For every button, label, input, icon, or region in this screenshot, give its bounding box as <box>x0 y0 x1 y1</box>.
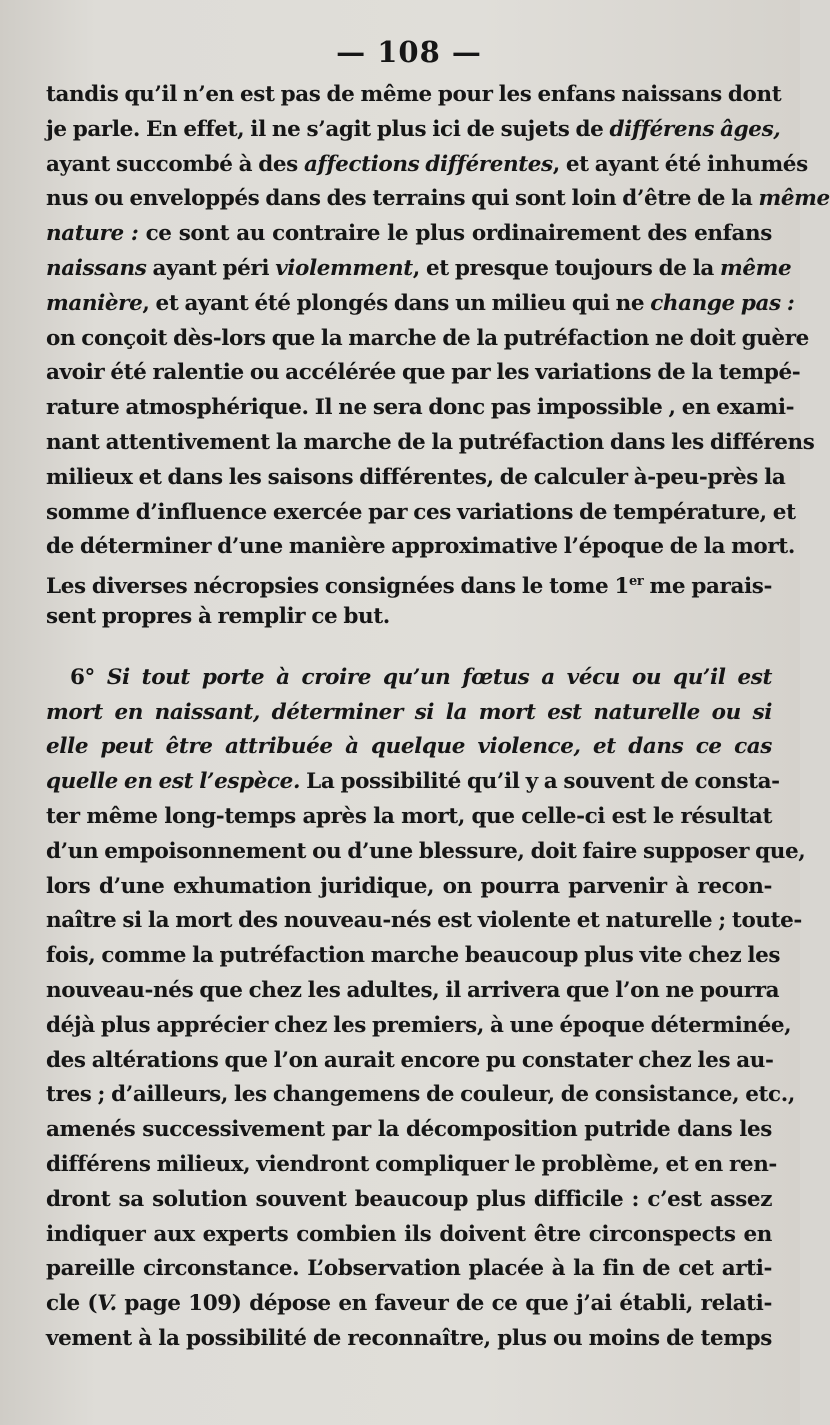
text-segment: , et ayant été inhumés <box>552 151 808 177</box>
text-segment: lors d’une exhumation juridique, on pourra parvenir à recon- <box>46 873 772 899</box>
text-line <box>46 1009 792 1044</box>
italic-text: Si tout porte à croire qu’un fœtus a vécu ou qu’il est <box>106 664 772 690</box>
italic-text: même <box>719 255 792 281</box>
italic-text: V. <box>97 1291 117 1317</box>
text-line <box>46 600 772 635</box>
italic-text: nature : <box>46 221 139 247</box>
text-segment: des altérations que l’on aurait encore pu constater chez les au- <box>46 1047 774 1073</box>
text-segment: ayant péri <box>146 255 276 281</box>
text-segment: pareille circonstance. L’observation placée à la fin de cet arti- <box>46 1256 772 1282</box>
text-line <box>46 356 801 391</box>
page-number: — 108 — <box>336 35 482 69</box>
text-segment: sent propres à remplir ce but. <box>46 603 390 629</box>
italic-text: différens âges, <box>609 116 781 142</box>
text-segment: milieux et dans les saisons différentes, de calculer à-peu-près la <box>46 464 786 490</box>
text-segment: fois, comme la putréfaction marche beaucoup plus vite chez les <box>46 943 781 969</box>
text-segment: vement à la possibilité de reconnaître, plus ou moins de temps <box>46 1325 772 1351</box>
italic-text: naissans <box>46 255 147 281</box>
text-line <box>46 426 815 461</box>
text-segment: me parais- <box>643 574 772 600</box>
text-line <box>46 974 780 1009</box>
text-line <box>46 391 795 426</box>
text-line <box>46 461 786 496</box>
text-line <box>46 696 772 731</box>
text-line <box>46 530 795 565</box>
text-segment: nus ou enveloppés dans des terrains qui sont loin d’être de la <box>46 186 759 212</box>
text-line <box>46 565 772 600</box>
text-line <box>46 287 795 322</box>
text-line <box>46 1183 772 1218</box>
text-line <box>46 113 781 148</box>
italic-text: elle peut être attribuée à quelque violence, et dans ce cas <box>46 734 772 760</box>
text-line <box>46 496 796 531</box>
text-segment: tandis qu’il n’en est pas de même pour les enfans naissans dont <box>46 82 782 107</box>
text-line <box>46 1322 772 1357</box>
text-segment: de déterminer d’une manière approximative l’époque de la mort. <box>46 534 795 560</box>
text-line <box>46 1252 772 1287</box>
superscript-text: er <box>629 574 644 590</box>
text-line <box>46 148 808 183</box>
text-segment: page 109) dépose en faveur de ce que j’ai établi, relati- <box>116 1291 772 1317</box>
italic-text: violemment <box>275 255 413 281</box>
text-line <box>46 1044 772 1079</box>
italic-text: manière <box>46 290 143 316</box>
text-segment: amenés successivement par la décomposition putride dans les <box>46 1117 772 1143</box>
text-segment: somme d’influence exercée par ces variations de température, et <box>46 499 796 525</box>
text-line <box>46 1113 772 1148</box>
text-segment: déjà plus apprécier chez les premiers, à une époque déterminée, <box>46 1012 792 1038</box>
text-line <box>46 1148 777 1183</box>
text-line <box>46 1287 772 1322</box>
text-segment: , et ayant été plongés dans un milieu qui ne <box>142 290 651 316</box>
text-segment: on conçoit dès-lors que la marche de la putréfaction ne doit guère <box>46 325 809 351</box>
text-segment: ce sont au contraire le plus ordinairement des enfans <box>138 221 772 247</box>
text-line <box>46 800 772 835</box>
text-segment: 6° <box>70 664 107 690</box>
text-line <box>46 870 772 905</box>
paragraph-section-6 <box>46 661 806 1357</box>
text-line <box>46 252 792 287</box>
text-segment: avoir été ralentie ou accélérée que par les variations de la tempé- <box>46 360 801 386</box>
text-segment: d’un empoisonnement ou d’une blessure, doit faire supposer que, <box>46 838 806 864</box>
text-line <box>46 182 830 217</box>
text-line <box>46 1218 772 1253</box>
text-line <box>46 661 772 696</box>
text-line <box>46 765 780 800</box>
italic-text: quelle en est l’espèce. <box>46 769 301 795</box>
paragraph-gap <box>46 635 772 661</box>
text-segment: rature atmosphérique. Il ne sera donc pas impossible , en exami- <box>46 395 795 421</box>
text-line <box>46 78 782 113</box>
italic-text: même <box>758 186 830 212</box>
text-line <box>46 730 772 765</box>
text-segment: tres ; d’ailleurs, les changemens de couleur, de consistance, etc., <box>46 1082 795 1108</box>
text-segment: différens milieux, viendront compliquer le problème, et en ren- <box>46 1151 777 1177</box>
text-segment: Les diverses nécropsies consignées dans le tome 1 <box>46 574 629 600</box>
text-line <box>46 217 772 252</box>
text-segment: ayant succombé à des <box>46 151 304 177</box>
text-line <box>46 904 802 939</box>
text-segment: indiquer aux experts combien ils doivent être circonspects en <box>46 1221 772 1247</box>
text-segment: La possibilité qu’il y a souvent de consta- <box>300 769 780 795</box>
text-line <box>46 939 781 974</box>
text-line <box>46 322 809 357</box>
text-segment: je parle. En effet, il ne s’agit plus ici de sujets de <box>46 116 610 142</box>
italic-text: change pas : <box>650 290 795 316</box>
paragraph-putrefaction <box>46 78 830 635</box>
italic-text: affections différentes <box>303 151 553 177</box>
text-segment: nouveau-nés que chez les adultes, il arrivera que l’on ne pourra <box>46 977 780 1003</box>
text-segment: cle ( <box>46 1291 98 1317</box>
text-segment: naître si la mort des nouveau-nés est violente et naturelle ; toute- <box>46 908 802 934</box>
italic-text: mort en naissant, déterminer si la mort est naturelle ou si <box>46 699 772 725</box>
text-line <box>46 1078 795 1113</box>
text-segment: dront sa solution souvent beaucoup plus difficile : c’est assez <box>46 1186 772 1212</box>
text-line <box>46 835 806 870</box>
text-segment: nant attentivement la marche de la putréfaction dans les différens <box>46 429 815 455</box>
text-segment: , et presque toujours de la <box>412 255 720 281</box>
text-segment: ter même long-temps après la mort, que celle-ci est le résultat <box>46 803 772 829</box>
